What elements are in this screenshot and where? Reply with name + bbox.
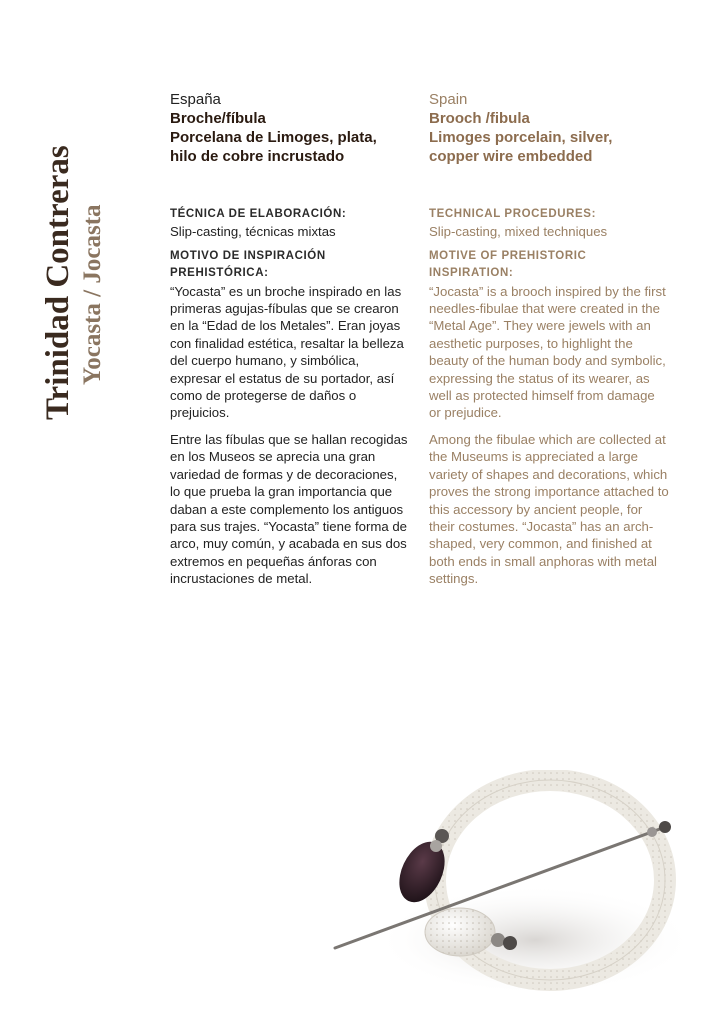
spanish-column [170, 90, 410, 597]
motive-heading-line: MOTIVO DE INSPIRACIÓN [170, 249, 326, 262]
motive-heading-line: PREHISTÓRICA: [170, 267, 269, 280]
product-line: Broche/fíbula [170, 110, 266, 127]
description-paragraph: Among the fibulae which are collected at the Museums is appreciated a large variety of shapes and decorations, which proves the strong importance attached to this accessory by ancient people, for their costumes. “Jocasta” has an arch-shaped, very common, and finished at both ends in small anphoras with metal settings. [429, 431, 669, 587]
motive-heading [170, 248, 410, 283]
country-label: España [170, 91, 221, 108]
product-line: copper wire embedded [429, 148, 593, 165]
motive-heading [429, 248, 669, 283]
technique-text: Slip-casting, técnicas mixtas [170, 224, 336, 240]
product-line: Brooch /fibula [429, 110, 530, 127]
technique-heading: TECHNICAL PROCEDURES: [429, 208, 597, 220]
work-title: Yocasta / Jocasta [79, 204, 106, 385]
silver-cap [491, 933, 505, 947]
silver-cap [430, 840, 442, 852]
brooch-photo [320, 770, 724, 1024]
product-line: hilo de cobre incrustado [170, 148, 345, 165]
technique-text: Slip-casting, mixed techniques [429, 224, 608, 240]
description-paragraph: “Yocasta” es un broche inspirado en las primeras agujas-fíbulas que se crearon en la “Edad de los Metales”. Eran joyas con finalidad estética, resaltar la belleza del cuerpo humano, y simbólica, expresar el estatus de su portador, así como de protegerse de daños o prejuicios. [170, 283, 404, 421]
product-line: Limoges porcelain, silver, [429, 129, 613, 146]
description-paragraph: Entre las fíbulas que se hallan recogidas en los Museos se aprecia una gran variedad de formas y de decoraciones, lo que prueba la gran importancia que daban a este complemento los antiguos para sus trajes. “Yocasta” tiene forma de arco, muy común, y acabada en sus dos extremos en pequeñas ánforas con incrustaciones de metal. [170, 431, 408, 587]
product-line: Porcelana de Limoges, plata, [170, 129, 377, 146]
silver-bead [659, 821, 671, 833]
technique-heading: TÉCNICA DE ELABORACIÓN: [170, 208, 347, 220]
vertical-title [38, 90, 118, 420]
artist-name: Trinidad Contreras [40, 145, 76, 420]
motive-heading-line: MOTIVE OF PREHISTORIC [429, 249, 587, 262]
english-column [429, 90, 669, 597]
motive-heading-line: INSPIRATION: [429, 267, 514, 280]
description-paragraph: “Jocasta” is a brooch inspired by the first needles-fibulae that were created in the “Metal Age”. They were jewels with an aesthetic purposes, to highlight the beauty of the human body and symbolic, expressing the status of its wearer, as well as protected himself from damage or prejudice. [429, 283, 666, 421]
silver-cap [647, 827, 657, 837]
country-label: Spain [429, 91, 468, 108]
silver-bead [503, 936, 517, 950]
white-bead-texture [425, 908, 495, 956]
